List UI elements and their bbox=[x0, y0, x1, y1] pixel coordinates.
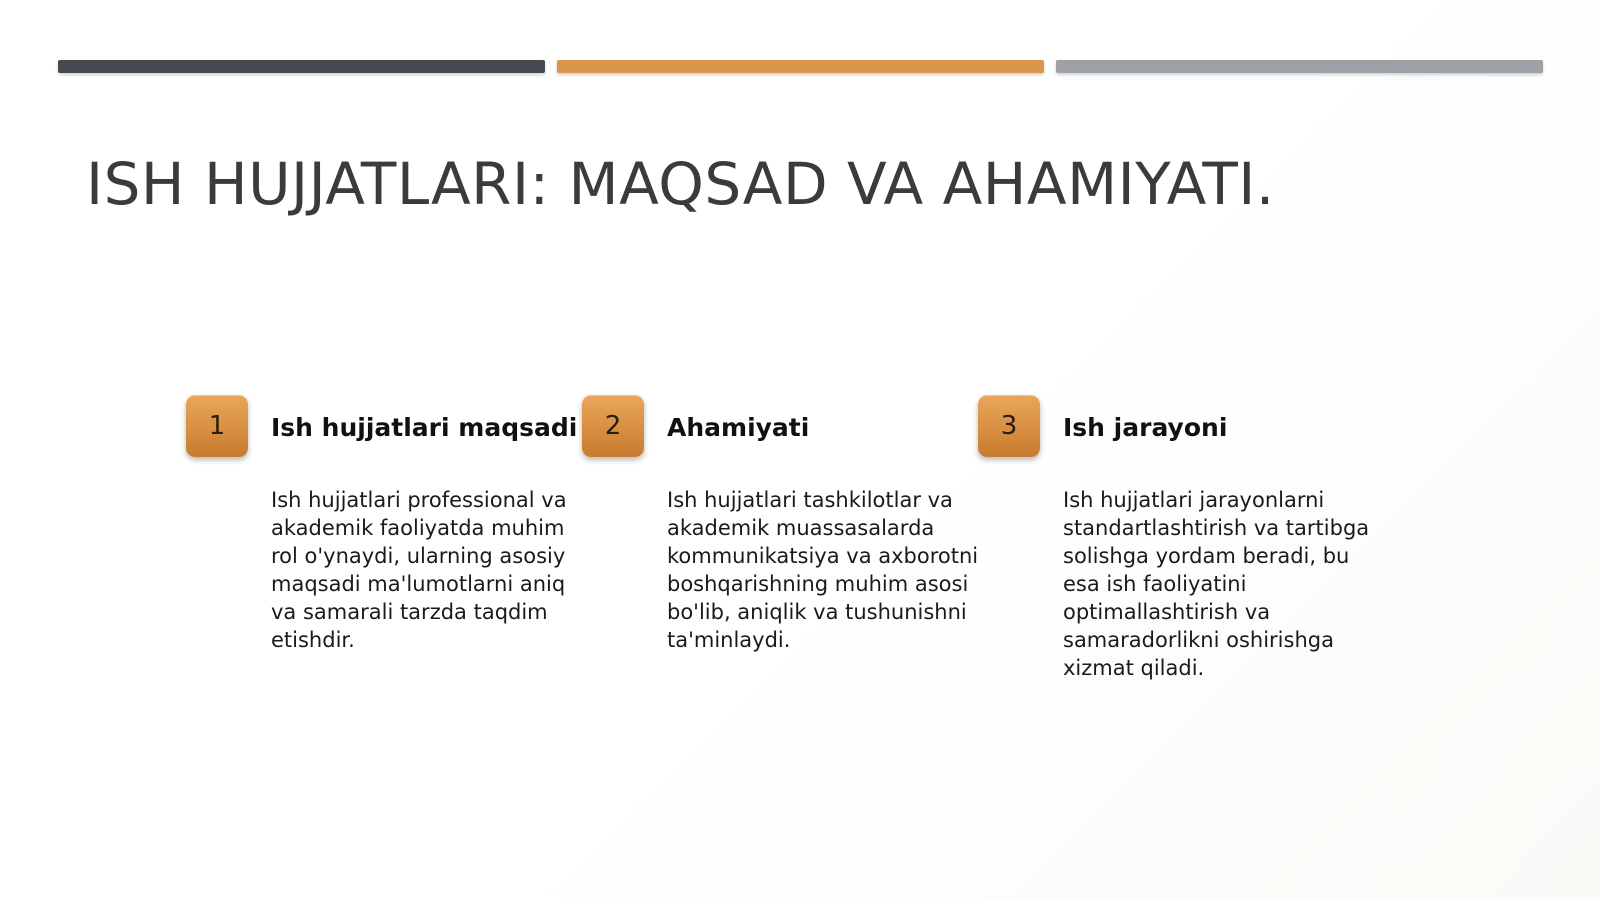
list-item bbox=[978, 395, 1378, 695]
accent-bar-gray bbox=[1056, 60, 1543, 73]
item-heading: Ish hujjatlari maqsadi bbox=[271, 413, 578, 442]
item-heading: Ish jarayoni bbox=[1063, 413, 1228, 442]
item-body: Ish hujjatlari jarayonlarni standartlashtirish va tartibga solishga yordam beradi, bu esa ish faoliyatini optimallashtirish va samaradorlikni oshirishga xizmat qiladi. bbox=[1063, 488, 1370, 680]
number-badge: 3 bbox=[978, 395, 1040, 457]
number-badge: 2 bbox=[582, 395, 644, 457]
item-heading: Ahamiyati bbox=[667, 413, 810, 442]
list-item bbox=[186, 395, 586, 695]
slide-title: ISH HUJJATLARI: MAQSAD VA AHAMIYATI. bbox=[86, 150, 1275, 218]
accent-bar-dark bbox=[58, 60, 545, 73]
item-body: Ish hujjatlari tashkilotlar va akademik muassasalarda kommunikatsiya va axborotni boshqarishning muhim asosi bo'lib, aniqlik va tushunishni ta'minlaydi. bbox=[667, 488, 979, 652]
accent-bar-orange bbox=[557, 60, 1044, 73]
list-item bbox=[582, 395, 982, 695]
number-badge: 1 bbox=[186, 395, 248, 457]
item-body: Ish hujjatlari professional va akademik faoliyatda muhim rol o'ynaydi, ularning asosiy maqsadi ma'lumotlarni aniq va samarali tarzda taqdim etishdir. bbox=[271, 488, 567, 652]
